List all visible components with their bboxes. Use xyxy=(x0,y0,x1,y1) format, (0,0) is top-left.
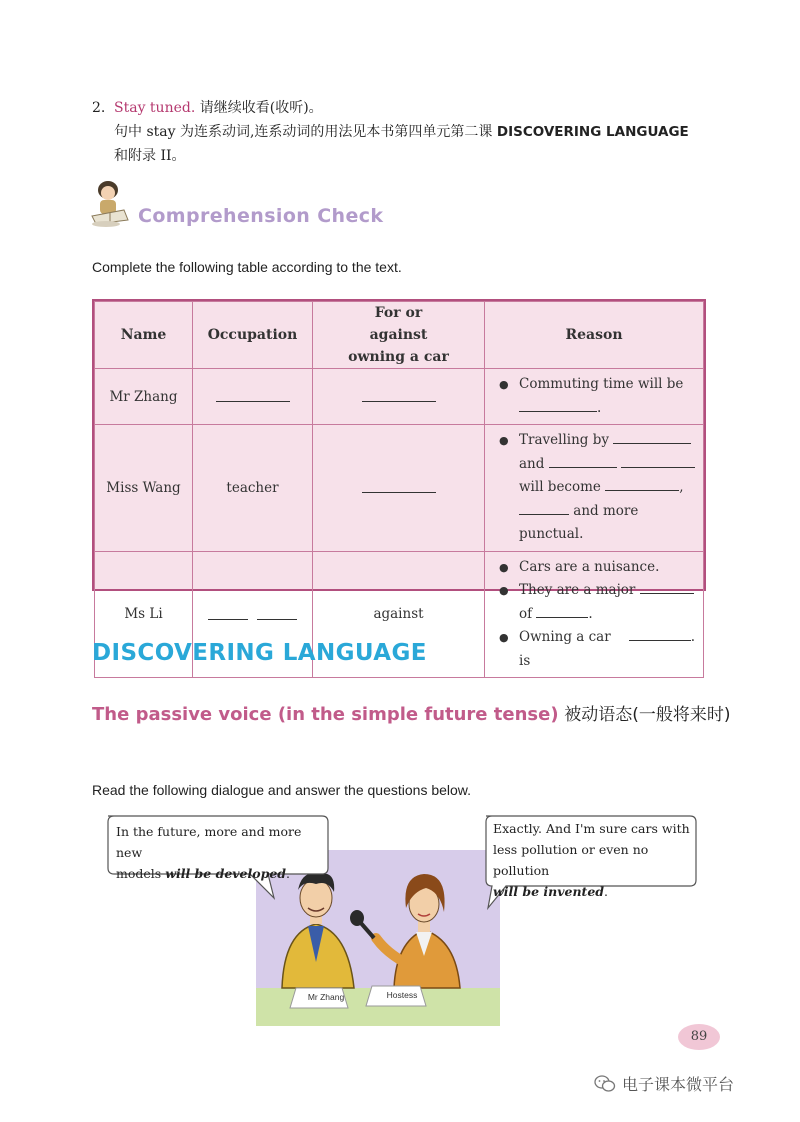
footer-watermark xyxy=(594,1072,734,1095)
answer-blank[interactable] xyxy=(640,579,694,594)
discovering-heading: DISCOVERING LANGUAGE xyxy=(92,640,427,666)
note-number: 2. xyxy=(92,100,106,116)
note-line-3 xyxy=(92,144,732,168)
note-title-cn: 请继续收看(收听)。 xyxy=(199,100,323,116)
note-line3-cn: 和附录 II。 xyxy=(114,148,186,164)
header-name: Name xyxy=(95,302,193,369)
nameplate-right-label: Hostess xyxy=(386,990,418,1000)
cell-occupation: teacher xyxy=(193,425,313,552)
cell-occupation-blank[interactable] xyxy=(193,369,313,425)
reading-child-icon xyxy=(86,176,134,228)
cell-name: Mr Zhang xyxy=(95,369,193,425)
bubble-right-text: Exactly. And I'm sure cars with less pollution or even no pollution will be invented. xyxy=(493,821,690,899)
table-row xyxy=(95,425,704,552)
page-number: 89 xyxy=(678,1024,720,1050)
cell-stance-blank[interactable] xyxy=(313,425,485,552)
bullet-icon: ● xyxy=(499,584,509,597)
nameplate-left-label: Mr Zhang xyxy=(307,992,345,1002)
bullet-icon: ● xyxy=(499,631,509,644)
note-line2-bold: DISCOVERING LANGUAGE xyxy=(496,124,689,140)
note-line-2 xyxy=(92,120,732,144)
reason-text: Commuting time will be xyxy=(519,376,684,392)
answer-blank[interactable] xyxy=(629,626,690,641)
answer-blank[interactable] xyxy=(621,453,695,468)
note-line2-cn: 句中 stay 为连系动词,连系动词的用法见本书第四单元第二课 xyxy=(114,124,493,140)
emphasis-text: will be developed xyxy=(165,866,287,881)
bullet-icon: ● xyxy=(499,378,509,391)
table-header-row xyxy=(95,302,704,369)
header-occupation: Occupation xyxy=(193,302,313,369)
table-row xyxy=(95,369,704,425)
cell-name: Miss Wang xyxy=(95,425,193,552)
comprehension-heading: Comprehension Check xyxy=(138,205,384,227)
footer-text: 电子课本微平台 xyxy=(622,1075,735,1094)
passive-title: The passive voice (in the simple future tense) xyxy=(92,704,559,725)
answer-blank[interactable] xyxy=(613,429,691,444)
header-stance: For or against owning a car xyxy=(313,302,485,369)
passive-title-cn: 被动语态(一般将来时) xyxy=(564,705,731,725)
answer-blank[interactable] xyxy=(519,397,597,412)
cell-reason: ● Commuting time will be . xyxy=(485,369,704,425)
cell-reason: ● Cars are a nuisance. ● They are a major of . ● Owning a car is . xyxy=(485,551,704,678)
answer-blank[interactable] xyxy=(605,476,679,491)
cell-stance: against xyxy=(313,551,485,678)
cell-name: Ms Li xyxy=(95,551,193,678)
answer-blank[interactable] xyxy=(536,603,588,618)
bubble-left-text: In the future, more and more new models will be developed. xyxy=(116,824,302,881)
bullet-icon: ● xyxy=(499,434,509,447)
bullet-icon: ● xyxy=(499,560,509,574)
answer-blank[interactable] xyxy=(519,500,569,515)
answer-blank[interactable] xyxy=(549,453,617,468)
dialogue-instruction: Read the following dialogue and answer the questions below. xyxy=(92,782,472,798)
wechat-icon xyxy=(594,1075,616,1093)
header-reason: Reason xyxy=(485,302,704,369)
grammar-note xyxy=(92,96,732,168)
comprehension-instruction: Complete the following table according to the text. xyxy=(92,259,402,275)
cell-stance-blank[interactable] xyxy=(313,369,485,425)
note-line-1 xyxy=(92,96,732,120)
emphasis-text: will be invented xyxy=(493,884,605,899)
passive-voice-heading xyxy=(92,700,732,730)
cell-reason: ● Travelling by and will become , and more punctual. xyxy=(485,425,704,552)
note-title: Stay tuned. xyxy=(114,100,196,116)
